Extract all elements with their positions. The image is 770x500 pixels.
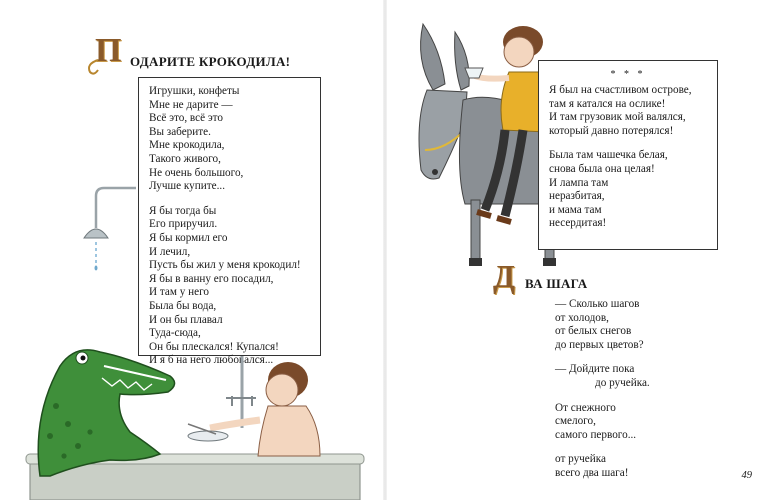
poem-line: И там у него xyxy=(149,286,209,299)
poem-title: ВА ШАГА xyxy=(525,276,588,291)
poem-line: Мне крокодила, xyxy=(149,139,225,152)
poem-line: И там грузовик мой валялся, xyxy=(549,111,686,124)
stanza-1 xyxy=(149,85,310,194)
poem-line: И лампа там xyxy=(549,176,609,189)
title-dropcap: Д xyxy=(493,258,516,294)
poem-line: всего два шага! xyxy=(555,466,629,479)
poem-line: Вы заберите. xyxy=(149,125,211,138)
stanza-2 xyxy=(555,363,650,390)
poem-line: — Дойдите пока xyxy=(555,363,635,376)
poem-line: Туда-сюда, xyxy=(149,327,201,340)
stanza-4 xyxy=(555,453,650,480)
poem-line: до первых цветов? xyxy=(555,338,644,351)
dropcap-flourish xyxy=(84,58,104,78)
poem-stars: * * * xyxy=(610,69,646,80)
poem-line: Я бы в ванну его посадил, xyxy=(149,272,274,285)
poem-line: От снежного xyxy=(555,401,616,414)
poem-box xyxy=(138,77,321,367)
poem-line: от холодов, xyxy=(555,311,609,324)
poem-line: несердитая! xyxy=(549,217,607,230)
poem-line: Всё это, всё это xyxy=(149,112,224,125)
poem-line: И я б на него любовался... xyxy=(149,354,274,367)
poem-line: Пусть бы жил у меня крокодил! xyxy=(149,259,301,272)
poem-line: и мама там xyxy=(549,203,602,216)
poem-line: самого первого... xyxy=(555,428,637,441)
page-number: 49 xyxy=(741,470,752,481)
poem-line: Игрушки, конфеты xyxy=(149,85,240,97)
poem-line: Была там чашечка белая, xyxy=(549,149,668,162)
poem-line: И он бы плавал xyxy=(149,313,223,326)
poem-line: неразбитая, xyxy=(549,190,605,203)
poem-line: там я катался на ослике! xyxy=(549,97,666,110)
poem-line: Я бы тогда бы xyxy=(149,204,217,217)
poem-line: Я бы кормил его xyxy=(149,231,228,244)
shower-illustration xyxy=(74,180,144,280)
poem-line: смелого, xyxy=(555,415,596,428)
poem-line: И лечил, xyxy=(149,245,191,258)
poem-line: Я был на счастливом острове, xyxy=(549,84,692,96)
poem-line: от ручейка xyxy=(555,453,606,466)
crocodile-bath-illustration xyxy=(20,336,365,500)
poem-line: Такого живого, xyxy=(149,152,221,165)
poem-line: снова была она целая! xyxy=(549,162,655,175)
poem-line: Была бы вода, xyxy=(149,299,217,312)
poem-line: до ручейка. xyxy=(595,376,650,389)
title-dropcap: П xyxy=(95,32,122,69)
poem-line: который давно потерялся! xyxy=(549,124,674,137)
stanza-1 xyxy=(549,84,707,138)
poem-line: Не очень большого, xyxy=(149,166,244,179)
stanza-3 xyxy=(555,402,650,443)
poem-line: Его приручил. xyxy=(149,218,218,231)
poem-line: Мне не дарите — xyxy=(149,98,233,111)
two-steps-poem xyxy=(555,298,650,481)
stanza-2 xyxy=(549,149,707,231)
poem-title: ОДАРИТЕ КРОКОДИЛА! xyxy=(130,54,291,69)
poem-line: от белых снегов xyxy=(555,325,632,338)
stanza-1 xyxy=(555,298,650,352)
poem-line: Он бы плескался! Купался! xyxy=(149,340,279,353)
right-page xyxy=(385,0,770,500)
island-poem-box xyxy=(538,60,718,250)
poem-line: — Сколько шагов xyxy=(555,298,640,310)
poem-line: Лучше купите... xyxy=(149,180,225,193)
